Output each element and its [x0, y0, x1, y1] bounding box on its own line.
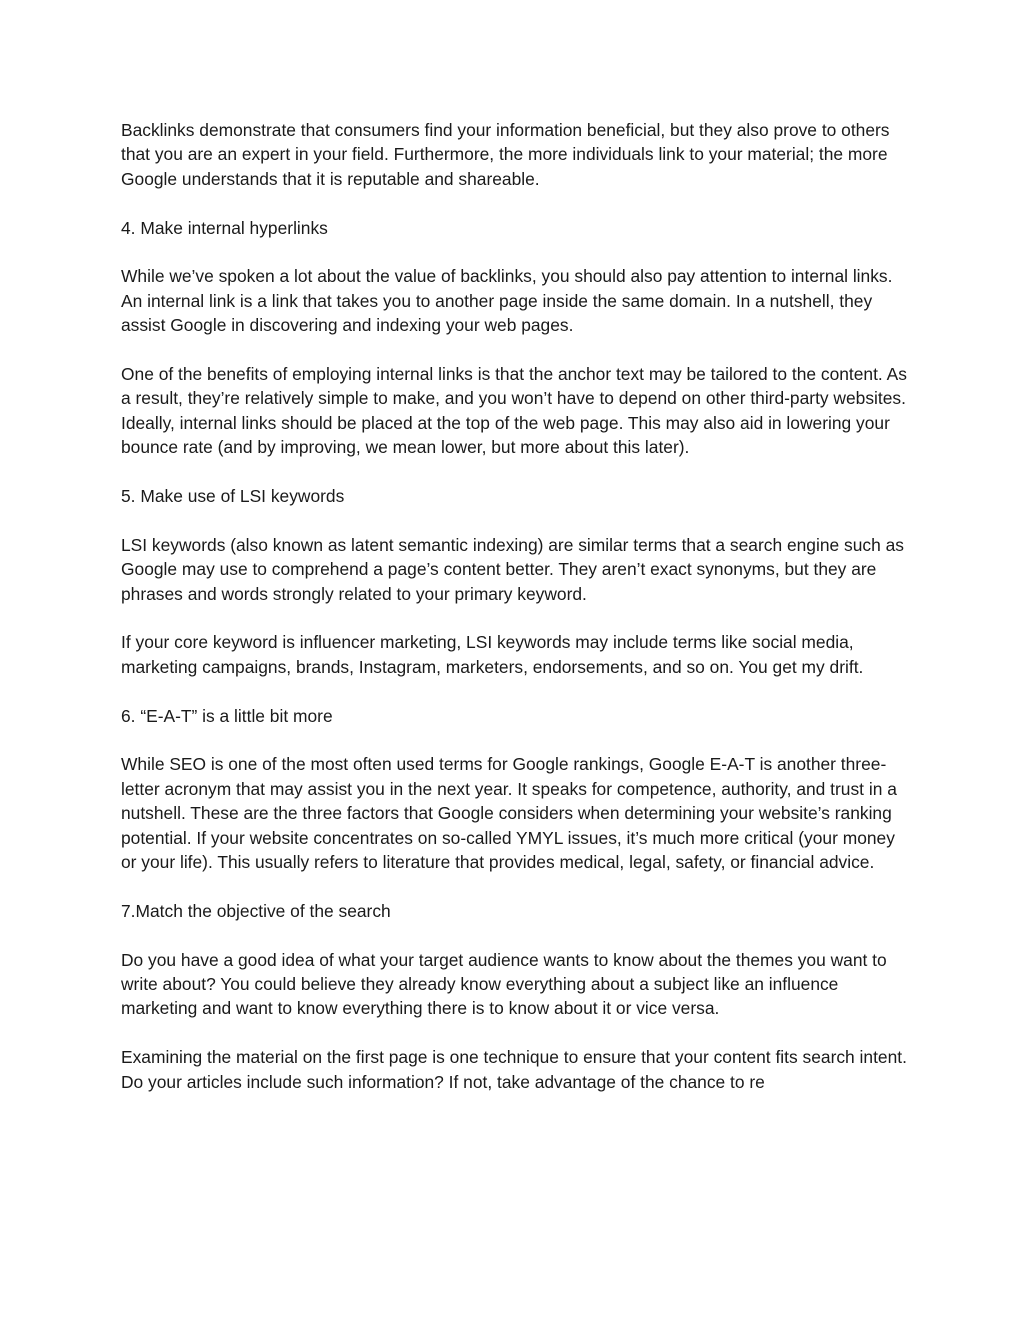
paragraph-lsi-example: If your core keyword is influencer marketing, LSI keywords may include terms like social media, marketing campaigns, brands, Instagram, marketers, endorsements, and so on. You get my drift.	[121, 632, 864, 677]
section-heading-lsi-keywords: 5. Make use of LSI keywords	[121, 486, 345, 507]
section-heading-internal-hyperlinks: 4. Make internal hyperlinks	[121, 217, 328, 238]
paragraph-eat-explanation: While SEO is one of the most often used terms for Google rankings, Google E-A-T is another three-letter acronym that may assist you in the next year. It speaks for competence, authority, and trust in a nutshell. These are the three factors that Google considers when determining your website’s ranking potential. If your website concentrates on so-called YMYL issues, it’s much more critical (your money or your life). This usually refers to literature that provides medical, legal, safety, or financial advice.	[121, 754, 897, 873]
section-heading-eat: 6. “E-A-T” is a little bit more	[121, 705, 333, 726]
paragraph-lsi-definition: LSI keywords (also known as latent semantic indexing) are similar terms that a search engine such as Google may use to comprehend a page’s content better. They aren’t exact synonyms, but they are phrases and words strongly related to your primary keyword.	[121, 534, 904, 604]
paragraph-target-audience: Do you have a good idea of what your target audience wants to know about the themes you want to write about? You could believe they already know everything about a subject like an influence marketing and want to know everything there is to know about it or vice versa.	[121, 949, 887, 1019]
paragraph-internal-links-benefits: One of the benefits of employing internal links is that the anchor text may be tailored to the content. As a result, they’re relatively simple to make, and you won’t have to depend on other third-party websites. Ideally, internal links should be placed at the top of the web page. This may also aid in lowering your bounce rate (and by improving, we mean lower, but more about this later).	[121, 364, 907, 458]
paragraph-internal-links-value: While we’ve spoken a lot about the value of backlinks, you should also pay attention to internal links. An internal link is a link that takes you to another page inside the same domain. In a nutshell, they assist Google in discovering and indexing your web pages.	[121, 266, 893, 336]
paragraph-search-intent: Examining the material on the first page is one technique to ensure that your content fits search intent. Do your articles include such information? If not, take advantage of the chance to re	[121, 1047, 907, 1092]
paragraph-backlinks-intro: Backlinks demonstrate that consumers find your information beneficial, but they also prove to others that you are an expert in your field. Furthermore, the more individuals link to your material; the more Google understands that it is reputable and shareable.	[121, 120, 890, 189]
document-page	[121, 118, 911, 1094]
section-heading-search-objective: 7.Match the objective of the search	[121, 900, 391, 921]
